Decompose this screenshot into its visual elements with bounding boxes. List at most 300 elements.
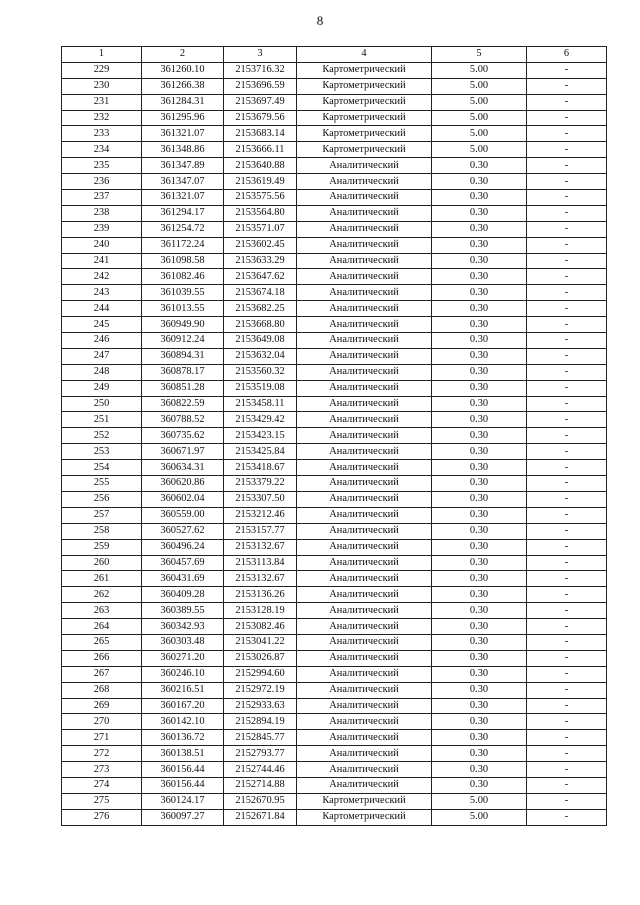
cell-x-coordinate: 361284.31 <box>142 94 224 110</box>
cell-note: - <box>527 94 607 110</box>
cell-note: - <box>527 571 607 587</box>
cell-method: Картометрический <box>297 126 432 142</box>
cell-y-coordinate: 2153458.11 <box>224 396 297 412</box>
table-row <box>62 396 607 412</box>
cell-method: Аналитический <box>297 682 432 698</box>
cell-accuracy: 0.30 <box>432 412 527 428</box>
table-row <box>62 110 607 126</box>
page-number: 8 <box>316 13 324 28</box>
cell-point-number: 268 <box>62 682 142 698</box>
cell-note: - <box>527 666 607 682</box>
cell-note: - <box>527 317 607 333</box>
cell-note: - <box>527 190 607 206</box>
table-row <box>62 634 607 650</box>
cell-note: - <box>527 142 607 158</box>
cell-note: - <box>527 555 607 571</box>
cell-accuracy: 0.30 <box>432 698 527 714</box>
cell-method: Аналитический <box>297 571 432 587</box>
cell-note: - <box>527 126 607 142</box>
cell-note: - <box>527 730 607 746</box>
cell-accuracy: 0.30 <box>432 650 527 666</box>
table-row <box>62 666 607 682</box>
cell-y-coordinate: 2153157.77 <box>224 523 297 539</box>
cell-y-coordinate: 2153647.62 <box>224 269 297 285</box>
cell-accuracy: 0.30 <box>432 269 527 285</box>
cell-method: Аналитический <box>297 333 432 349</box>
table-row <box>62 476 607 492</box>
cell-y-coordinate: 2152894.19 <box>224 714 297 730</box>
cell-method: Аналитический <box>297 317 432 333</box>
table-body <box>62 62 607 825</box>
cell-point-number: 253 <box>62 444 142 460</box>
cell-x-coordinate: 361013.55 <box>142 301 224 317</box>
cell-point-number: 245 <box>62 317 142 333</box>
table-row <box>62 460 607 476</box>
cell-note: - <box>527 523 607 539</box>
table-row <box>62 428 607 444</box>
table-row <box>62 333 607 349</box>
cell-note: - <box>527 269 607 285</box>
cell-note: - <box>527 460 607 476</box>
cell-y-coordinate: 2153668.80 <box>224 317 297 333</box>
cell-x-coordinate: 360949.90 <box>142 317 224 333</box>
cell-x-coordinate: 360912.24 <box>142 333 224 349</box>
cell-note: - <box>527 682 607 698</box>
table-row <box>62 523 607 539</box>
cell-y-coordinate: 2153666.11 <box>224 142 297 158</box>
cell-y-coordinate: 2153082.46 <box>224 619 297 635</box>
cell-y-coordinate: 2153640.88 <box>224 158 297 174</box>
table-row <box>62 62 607 78</box>
cell-accuracy: 5.00 <box>432 142 527 158</box>
cell-x-coordinate: 361321.07 <box>142 126 224 142</box>
cell-accuracy: 0.30 <box>432 158 527 174</box>
cell-x-coordinate: 360136.72 <box>142 730 224 746</box>
cell-point-number: 240 <box>62 237 142 253</box>
cell-method: Аналитический <box>297 619 432 635</box>
table-row <box>62 158 607 174</box>
cell-accuracy: 5.00 <box>432 78 527 94</box>
cell-note: - <box>527 603 607 619</box>
table-row <box>62 348 607 364</box>
cell-accuracy: 0.30 <box>432 746 527 762</box>
cell-point-number: 274 <box>62 777 142 793</box>
cell-accuracy: 0.30 <box>432 237 527 253</box>
cell-x-coordinate: 361082.46 <box>142 269 224 285</box>
cell-x-coordinate: 360735.62 <box>142 428 224 444</box>
coordinates-table <box>61 46 607 826</box>
cell-note: - <box>527 301 607 317</box>
cell-accuracy: 0.30 <box>432 762 527 778</box>
cell-point-number: 262 <box>62 587 142 603</box>
cell-point-number: 264 <box>62 619 142 635</box>
cell-point-number: 259 <box>62 539 142 555</box>
cell-note: - <box>527 444 607 460</box>
cell-x-coordinate: 360156.44 <box>142 777 224 793</box>
cell-x-coordinate: 360303.48 <box>142 634 224 650</box>
cell-accuracy: 0.30 <box>432 174 527 190</box>
table-row <box>62 730 607 746</box>
cell-point-number: 232 <box>62 110 142 126</box>
cell-point-number: 257 <box>62 507 142 523</box>
cell-y-coordinate: 2153423.15 <box>224 428 297 444</box>
cell-note: - <box>527 793 607 809</box>
cell-note: - <box>527 221 607 237</box>
column-header-2: 2 <box>142 47 224 63</box>
cell-note: - <box>527 619 607 635</box>
cell-note: - <box>527 746 607 762</box>
cell-point-number: 276 <box>62 809 142 825</box>
cell-point-number: 239 <box>62 221 142 237</box>
cell-note: - <box>527 587 607 603</box>
cell-y-coordinate: 2152972.19 <box>224 682 297 698</box>
cell-point-number: 246 <box>62 333 142 349</box>
cell-x-coordinate: 360216.51 <box>142 682 224 698</box>
cell-method: Картометрический <box>297 62 432 78</box>
cell-y-coordinate: 2153674.18 <box>224 285 297 301</box>
cell-method: Аналитический <box>297 190 432 206</box>
cell-point-number: 261 <box>62 571 142 587</box>
cell-y-coordinate: 2153136.26 <box>224 587 297 603</box>
cell-method: Аналитический <box>297 285 432 301</box>
cell-method: Аналитический <box>297 205 432 221</box>
cell-point-number: 238 <box>62 205 142 221</box>
cell-method: Картометрический <box>297 78 432 94</box>
table-row <box>62 809 607 825</box>
table-row <box>62 777 607 793</box>
cell-point-number: 254 <box>62 460 142 476</box>
cell-method: Картометрический <box>297 142 432 158</box>
cell-method: Аналитический <box>297 476 432 492</box>
cell-point-number: 242 <box>62 269 142 285</box>
table-row <box>62 587 607 603</box>
cell-method: Аналитический <box>297 698 432 714</box>
cell-y-coordinate: 2153128.19 <box>224 603 297 619</box>
cell-method: Аналитический <box>297 746 432 762</box>
cell-x-coordinate: 361098.58 <box>142 253 224 269</box>
cell-point-number: 250 <box>62 396 142 412</box>
table-row <box>62 380 607 396</box>
cell-x-coordinate: 360457.69 <box>142 555 224 571</box>
cell-point-number: 265 <box>62 634 142 650</box>
cell-x-coordinate: 360409.28 <box>142 587 224 603</box>
cell-accuracy: 0.30 <box>432 396 527 412</box>
cell-x-coordinate: 360142.10 <box>142 714 224 730</box>
cell-note: - <box>527 174 607 190</box>
table-row <box>62 507 607 523</box>
cell-x-coordinate: 361347.07 <box>142 174 224 190</box>
table-row <box>62 301 607 317</box>
cell-accuracy: 5.00 <box>432 94 527 110</box>
cell-point-number: 273 <box>62 762 142 778</box>
cell-accuracy: 5.00 <box>432 809 527 825</box>
cell-accuracy: 5.00 <box>432 793 527 809</box>
cell-note: - <box>527 507 607 523</box>
cell-accuracy: 0.30 <box>432 555 527 571</box>
cell-x-coordinate: 360246.10 <box>142 666 224 682</box>
cell-x-coordinate: 360878.17 <box>142 364 224 380</box>
cell-x-coordinate: 360124.17 <box>142 793 224 809</box>
table-row <box>62 237 607 253</box>
cell-method: Аналитический <box>297 253 432 269</box>
cell-accuracy: 0.30 <box>432 634 527 650</box>
cell-y-coordinate: 2153649.08 <box>224 333 297 349</box>
cell-x-coordinate: 360851.28 <box>142 380 224 396</box>
cell-note: - <box>527 650 607 666</box>
table-row <box>62 94 607 110</box>
cell-point-number: 275 <box>62 793 142 809</box>
cell-method: Аналитический <box>297 762 432 778</box>
cell-y-coordinate: 2153041.22 <box>224 634 297 650</box>
table-row <box>62 269 607 285</box>
cell-note: - <box>527 491 607 507</box>
cell-y-coordinate: 2152714.88 <box>224 777 297 793</box>
cell-point-number: 271 <box>62 730 142 746</box>
cell-note: - <box>527 428 607 444</box>
cell-accuracy: 0.30 <box>432 428 527 444</box>
cell-x-coordinate: 361295.96 <box>142 110 224 126</box>
table-row <box>62 444 607 460</box>
header-row <box>62 47 607 63</box>
cell-point-number: 255 <box>62 476 142 492</box>
cell-method: Аналитический <box>297 444 432 460</box>
table-row <box>62 603 607 619</box>
cell-method: Аналитический <box>297 587 432 603</box>
cell-point-number: 243 <box>62 285 142 301</box>
cell-method: Аналитический <box>297 158 432 174</box>
cell-accuracy: 5.00 <box>432 126 527 142</box>
cell-point-number: 233 <box>62 126 142 142</box>
cell-note: - <box>527 78 607 94</box>
cell-x-coordinate: 361347.89 <box>142 158 224 174</box>
cell-x-coordinate: 361348.86 <box>142 142 224 158</box>
cell-method: Аналитический <box>297 555 432 571</box>
cell-x-coordinate: 360634.31 <box>142 460 224 476</box>
table-row <box>62 174 607 190</box>
table-header <box>62 47 607 63</box>
cell-method: Аналитический <box>297 714 432 730</box>
cell-x-coordinate: 360527.62 <box>142 523 224 539</box>
cell-x-coordinate: 360342.93 <box>142 619 224 635</box>
cell-method: Аналитический <box>297 603 432 619</box>
table-row <box>62 205 607 221</box>
cell-method: Аналитический <box>297 301 432 317</box>
cell-y-coordinate: 2153113.84 <box>224 555 297 571</box>
cell-y-coordinate: 2153519.08 <box>224 380 297 396</box>
cell-method: Аналитический <box>297 634 432 650</box>
cell-y-coordinate: 2153619.49 <box>224 174 297 190</box>
cell-y-coordinate: 2153026.87 <box>224 650 297 666</box>
cell-accuracy: 0.30 <box>432 348 527 364</box>
cell-method: Аналитический <box>297 539 432 555</box>
table-row <box>62 221 607 237</box>
cell-accuracy: 0.30 <box>432 205 527 221</box>
cell-accuracy: 0.30 <box>432 221 527 237</box>
cell-accuracy: 0.30 <box>432 301 527 317</box>
cell-method: Аналитический <box>297 237 432 253</box>
cell-method: Аналитический <box>297 777 432 793</box>
cell-method: Аналитический <box>297 491 432 507</box>
cell-y-coordinate: 2153571.07 <box>224 221 297 237</box>
table-row <box>62 126 607 142</box>
cell-y-coordinate: 2153575.56 <box>224 190 297 206</box>
cell-accuracy: 0.30 <box>432 444 527 460</box>
cell-point-number: 269 <box>62 698 142 714</box>
cell-note: - <box>527 237 607 253</box>
cell-accuracy: 0.30 <box>432 777 527 793</box>
cell-accuracy: 0.30 <box>432 587 527 603</box>
cell-method: Аналитический <box>297 396 432 412</box>
cell-y-coordinate: 2153418.67 <box>224 460 297 476</box>
table-row <box>62 317 607 333</box>
cell-note: - <box>527 714 607 730</box>
cell-point-number: 241 <box>62 253 142 269</box>
column-header-3: 3 <box>224 47 297 63</box>
cell-y-coordinate: 2152994.60 <box>224 666 297 682</box>
cell-point-number: 263 <box>62 603 142 619</box>
cell-x-coordinate: 360822.59 <box>142 396 224 412</box>
cell-method: Аналитический <box>297 364 432 380</box>
cell-accuracy: 5.00 <box>432 62 527 78</box>
cell-accuracy: 0.30 <box>432 285 527 301</box>
cell-accuracy: 0.30 <box>432 666 527 682</box>
cell-accuracy: 0.30 <box>432 333 527 349</box>
cell-y-coordinate: 2153716.32 <box>224 62 297 78</box>
cell-note: - <box>527 333 607 349</box>
cell-point-number: 234 <box>62 142 142 158</box>
cell-method: Аналитический <box>297 428 432 444</box>
cell-x-coordinate: 360671.97 <box>142 444 224 460</box>
cell-method: Аналитический <box>297 412 432 428</box>
cell-y-coordinate: 2153697.49 <box>224 94 297 110</box>
cell-accuracy: 0.30 <box>432 730 527 746</box>
cell-point-number: 266 <box>62 650 142 666</box>
cell-y-coordinate: 2153429.42 <box>224 412 297 428</box>
cell-note: - <box>527 539 607 555</box>
cell-y-coordinate: 2153132.67 <box>224 539 297 555</box>
cell-y-coordinate: 2153682.25 <box>224 301 297 317</box>
cell-method: Аналитический <box>297 730 432 746</box>
cell-y-coordinate: 2153132.67 <box>224 571 297 587</box>
cell-point-number: 231 <box>62 94 142 110</box>
cell-y-coordinate: 2152671.84 <box>224 809 297 825</box>
cell-accuracy: 5.00 <box>432 110 527 126</box>
column-header-5: 5 <box>432 47 527 63</box>
column-header-6: 6 <box>527 47 607 63</box>
cell-x-coordinate: 360138.51 <box>142 746 224 762</box>
table-row <box>62 698 607 714</box>
cell-accuracy: 0.30 <box>432 190 527 206</box>
cell-accuracy: 0.30 <box>432 571 527 587</box>
cell-method: Аналитический <box>297 174 432 190</box>
cell-x-coordinate: 361321.07 <box>142 190 224 206</box>
cell-accuracy: 0.30 <box>432 539 527 555</box>
cell-method: Аналитический <box>297 650 432 666</box>
cell-accuracy: 0.30 <box>432 491 527 507</box>
cell-note: - <box>527 253 607 269</box>
cell-accuracy: 0.30 <box>432 619 527 635</box>
cell-point-number: 249 <box>62 380 142 396</box>
cell-point-number: 237 <box>62 190 142 206</box>
cell-accuracy: 0.30 <box>432 523 527 539</box>
cell-y-coordinate: 2153696.59 <box>224 78 297 94</box>
cell-y-coordinate: 2152845.77 <box>224 730 297 746</box>
cell-y-coordinate: 2153683.14 <box>224 126 297 142</box>
cell-x-coordinate: 360788.52 <box>142 412 224 428</box>
cell-x-coordinate: 361039.55 <box>142 285 224 301</box>
cell-note: - <box>527 380 607 396</box>
cell-accuracy: 0.30 <box>432 253 527 269</box>
column-header-4: 4 <box>297 47 432 63</box>
table-row <box>62 650 607 666</box>
cell-x-coordinate: 361172.24 <box>142 237 224 253</box>
cell-note: - <box>527 698 607 714</box>
cell-point-number: 267 <box>62 666 142 682</box>
cell-method: Аналитический <box>297 523 432 539</box>
cell-x-coordinate: 360271.20 <box>142 650 224 666</box>
cell-point-number: 256 <box>62 491 142 507</box>
table-row <box>62 793 607 809</box>
cell-method: Аналитический <box>297 380 432 396</box>
cell-note: - <box>527 62 607 78</box>
cell-note: - <box>527 777 607 793</box>
cell-accuracy: 0.30 <box>432 507 527 523</box>
cell-accuracy: 0.30 <box>432 714 527 730</box>
cell-method: Картометрический <box>297 110 432 126</box>
table-row <box>62 285 607 301</box>
cell-x-coordinate: 361266.38 <box>142 78 224 94</box>
cell-method: Картометрический <box>297 793 432 809</box>
cell-note: - <box>527 158 607 174</box>
cell-x-coordinate: 360894.31 <box>142 348 224 364</box>
cell-x-coordinate: 361294.17 <box>142 205 224 221</box>
cell-x-coordinate: 360097.27 <box>142 809 224 825</box>
cell-x-coordinate: 360496.24 <box>142 539 224 555</box>
cell-y-coordinate: 2153307.50 <box>224 491 297 507</box>
cell-accuracy: 0.30 <box>432 380 527 396</box>
cell-accuracy: 0.30 <box>432 682 527 698</box>
table-row <box>62 412 607 428</box>
cell-point-number: 235 <box>62 158 142 174</box>
cell-point-number: 247 <box>62 348 142 364</box>
cell-y-coordinate: 2152744.46 <box>224 762 297 778</box>
cell-method: Аналитический <box>297 460 432 476</box>
cell-note: - <box>527 396 607 412</box>
cell-x-coordinate: 360431.69 <box>142 571 224 587</box>
table-row <box>62 78 607 94</box>
table-row <box>62 762 607 778</box>
cell-x-coordinate: 360602.04 <box>142 491 224 507</box>
cell-x-coordinate: 360389.55 <box>142 603 224 619</box>
cell-point-number: 229 <box>62 62 142 78</box>
cell-y-coordinate: 2153679.56 <box>224 110 297 126</box>
table-row <box>62 619 607 635</box>
cell-y-coordinate: 2153633.29 <box>224 253 297 269</box>
cell-y-coordinate: 2153602.45 <box>224 237 297 253</box>
cell-point-number: 236 <box>62 174 142 190</box>
cell-accuracy: 0.30 <box>432 364 527 380</box>
cell-method: Аналитический <box>297 348 432 364</box>
cell-note: - <box>527 412 607 428</box>
cell-x-coordinate: 360167.20 <box>142 698 224 714</box>
cell-x-coordinate: 360620.86 <box>142 476 224 492</box>
cell-point-number: 248 <box>62 364 142 380</box>
cell-note: - <box>527 110 607 126</box>
cell-y-coordinate: 2152793.77 <box>224 746 297 762</box>
cell-point-number: 270 <box>62 714 142 730</box>
table-row <box>62 746 607 762</box>
cell-point-number: 251 <box>62 412 142 428</box>
